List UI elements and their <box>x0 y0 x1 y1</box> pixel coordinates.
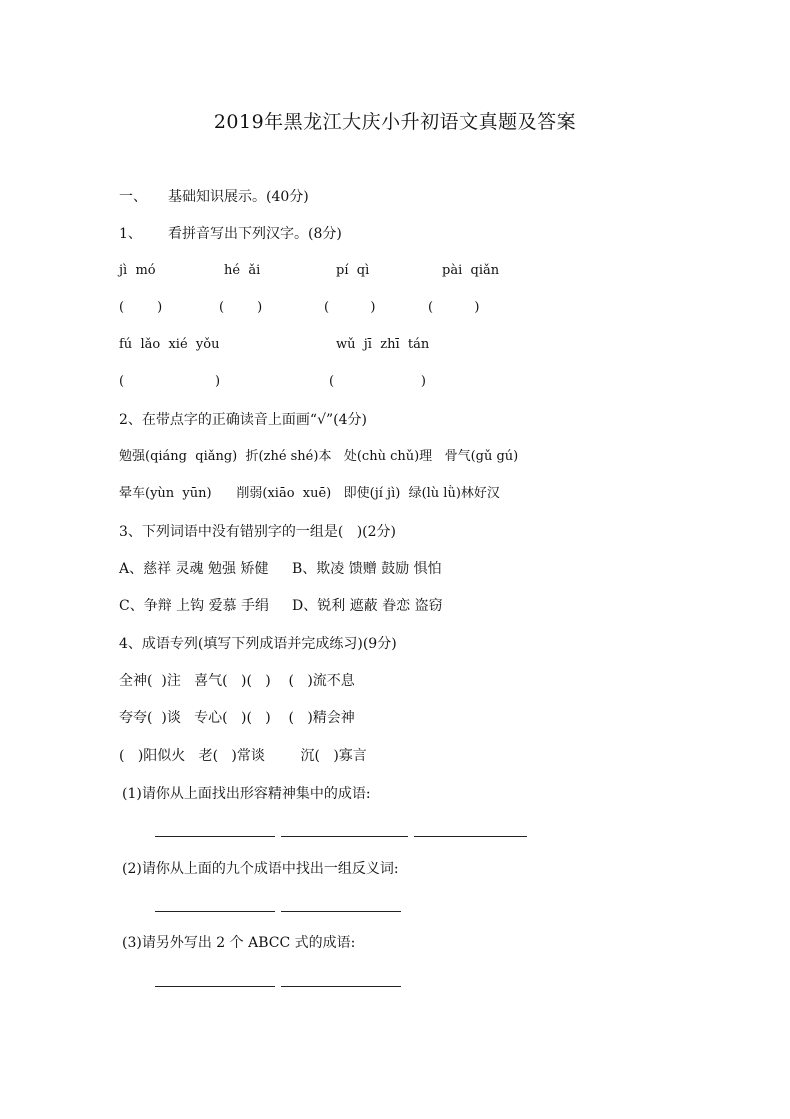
answer-blank[interactable] <box>281 986 401 987</box>
q1-number: 1、 <box>119 226 142 242</box>
answer-bracket[interactable]: ( ) <box>219 300 263 315</box>
idiom-row: 夸夸( )谈 专心( )( ) ( )精会神 <box>119 710 355 726</box>
pinyin-item: fú lǎo xié yǒu <box>119 337 220 352</box>
section-heading: 基础知识展示。(40分) <box>168 189 309 205</box>
q4-subquestion-3: (3)请另外写出 2 个 ABCC 式的成语: <box>122 935 356 951</box>
answer-bracket[interactable]: ( ) <box>324 300 376 315</box>
answer-bracket[interactable]: ( ) <box>428 300 480 315</box>
answer-blank[interactable] <box>155 836 275 837</box>
q3-option-c[interactable]: C、争辩 上钩 爱慕 手绢 <box>119 598 270 614</box>
q3-option-b[interactable]: B、欺凌 馈赠 鼓励 惧怕 <box>292 561 442 577</box>
answer-bracket[interactable]: ( ) <box>329 374 426 389</box>
answer-blank[interactable] <box>155 911 275 912</box>
q2-heading: 2、在带点字的正确读音上面画“√”(4分) <box>119 412 367 428</box>
section-number: 一、 <box>119 189 147 205</box>
pinyin-item: jì mó <box>119 263 156 278</box>
q4-subquestion-2: (2)请你从上面的九个成语中找出一组反义词: <box>122 861 399 877</box>
q4-subquestion-1: (1)请你从上面找出形容精神集中的成语: <box>122 786 371 802</box>
pinyin-item: hé ǎi <box>224 263 261 278</box>
pinyin-item: pí qì <box>336 263 370 278</box>
pinyin-item: pài qiǎn <box>442 263 500 278</box>
answer-blank[interactable] <box>281 911 401 912</box>
q3-option-a[interactable]: A、慈祥 灵魂 勉强 矫健 <box>119 561 269 577</box>
q3-option-d[interactable]: D、锐利 遮蔽 眷恋 盗窃 <box>292 598 443 614</box>
answer-blank[interactable] <box>155 986 275 987</box>
q4-heading: 4、成语专列(填写下列成语并完成练习)(9分) <box>119 636 397 652</box>
answer-bracket[interactable]: ( ) <box>119 374 221 389</box>
answer-blank[interactable] <box>281 836 408 837</box>
answer-bracket[interactable]: ( ) <box>119 300 163 315</box>
q2-line: 勉强(qiáng qiǎng) 折(zhé shé)本 处(chù chǔ)理 骨气(gǔ gú) <box>119 449 519 464</box>
idiom-row: 全神( )注 喜气( )( ) ( )流不息 <box>119 673 355 689</box>
page-title: 2019年黑龙江大庆小升初语文真题及答案 <box>213 111 577 133</box>
answer-blank[interactable] <box>414 836 527 837</box>
idiom-row: ( )阳似火 老( )常谈 沉( )寡言 <box>119 748 367 764</box>
q1-heading: 看拼音写出下列汉字。(8分) <box>168 226 342 242</box>
q2-line: 晕车(yùn yūn) 削弱(xiāo xuē) 即使(jí jì) 绿(lù lǜ)林好汉 <box>119 486 500 501</box>
pinyin-item: wǔ jī zhī tán <box>336 337 430 352</box>
q3-heading: 3、下列词语中没有错别字的一组是( )(2分) <box>119 524 397 540</box>
